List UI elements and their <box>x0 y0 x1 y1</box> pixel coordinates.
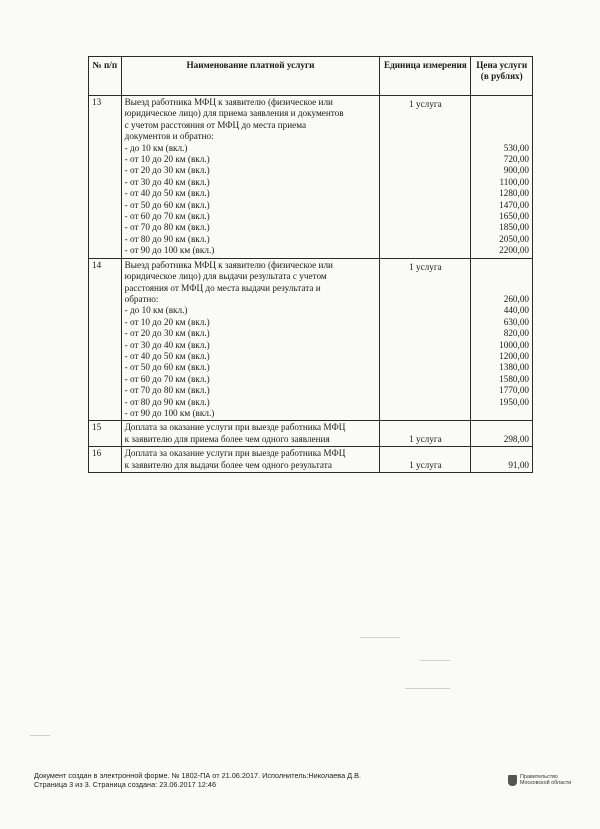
desc-line: с учетом расстояния от МФЦ до места приема <box>124 119 307 130</box>
footer-page-info: Страница 3 из 3. Страница создана: 23.06.2017 12:46 <box>34 780 217 789</box>
row-description <box>121 447 380 473</box>
price-table <box>88 56 533 473</box>
table-row <box>89 447 533 473</box>
row-prices <box>471 258 533 421</box>
desc-line: документов и обратно: <box>124 131 214 142</box>
row-num: 15 <box>89 421 122 447</box>
unit-label: 1 услуга <box>409 459 442 470</box>
document-footer <box>34 771 361 789</box>
unit-label: 1 услуга <box>409 433 442 444</box>
price-value: 820,00 <box>503 328 529 339</box>
price-value: 2200,00 <box>499 245 529 256</box>
price-value: 1470,00 <box>499 199 529 210</box>
range-line: - от 80 до 90 км (вкл.) <box>124 396 210 407</box>
price-value: 1650,00 <box>499 211 529 222</box>
row-num: 13 <box>89 96 122 259</box>
price-value: 1100,00 <box>499 176 529 187</box>
range-line: - от 30 до 40 км (вкл.) <box>124 176 210 187</box>
table-row <box>89 258 533 421</box>
desc-line: к заявителю для выдачи более чем одного результата <box>124 459 332 470</box>
price-value: 1950,00 <box>499 396 529 407</box>
desc-line: юридическое лицо) для приема заявления и документов <box>124 108 344 119</box>
price-value: 91,00 <box>508 459 529 470</box>
footer-document-info: Документ создан в электронной форме. № 1802-ПА от 21.06.2017. Исполнитель:Николаева Д.В. <box>34 771 362 780</box>
range-line: - от 30 до 40 км (вкл.) <box>124 339 210 350</box>
desc-line: обратно: <box>124 293 159 304</box>
scan-artifact <box>360 637 400 638</box>
row-unit <box>380 96 471 259</box>
price-value: 530,00 <box>503 142 529 153</box>
price-value: 298,00 <box>503 433 529 444</box>
table-header-row <box>89 57 533 96</box>
range-line: - от 50 до 60 км (вкл.) <box>124 199 210 210</box>
row-price <box>471 447 533 473</box>
range-line: - от 20 до 30 км (вкл.) <box>124 165 210 176</box>
range-line: - от 10 до 20 км (вкл.) <box>124 154 210 165</box>
table-row <box>89 96 533 259</box>
desc-line: Доплата за оказание услуги при выезде работника МФЦ <box>124 422 346 433</box>
row-description <box>121 96 380 259</box>
row-unit <box>380 258 471 421</box>
price-value: 260,00 <box>503 293 529 304</box>
unit-label: 1 услуга <box>409 99 442 109</box>
logo-line: Правительство <box>520 774 558 780</box>
header-name: Наименование платной услуги <box>121 57 380 96</box>
header-price: Цена услуги (в рублях) <box>471 57 533 96</box>
price-value: 1770,00 <box>499 385 529 396</box>
row-num: 16 <box>89 447 122 473</box>
price-value: 2050,00 <box>499 233 529 244</box>
price-value: 720,00 <box>503 154 529 165</box>
desc-line: Выезд работника МФЦ к заявителю (физическое или <box>124 259 333 270</box>
price-value: 630,00 <box>503 316 529 327</box>
price-value: 1280,00 <box>499 188 529 199</box>
range-line: - от 70 до 80 км (вкл.) <box>124 222 210 233</box>
desc-line: Выезд работника МФЦ к заявителю (физическое или <box>124 97 333 107</box>
government-logo-text <box>520 774 571 786</box>
range-line: - до 10 км (вкл.) <box>124 305 188 316</box>
desc-line: Доплата за оказание услуги при выезде работника МФЦ <box>124 448 346 459</box>
range-line: - от 90 до 100 км (вкл.) <box>124 245 215 256</box>
table-row <box>89 421 533 447</box>
desc-line: к заявителю для приема более чем одного заявления <box>124 433 330 444</box>
range-line: - от 20 до 30 км (вкл.) <box>124 328 210 339</box>
scan-artifact <box>420 660 450 661</box>
range-line: - от 90 до 100 км (вкл.) <box>124 407 215 418</box>
range-line: - от 40 до 50 км (вкл.) <box>124 350 210 361</box>
price-value: 440,00 <box>503 305 529 316</box>
row-description <box>121 421 380 447</box>
range-line: - от 60 до 70 км (вкл.) <box>124 211 210 222</box>
row-unit <box>380 421 471 447</box>
range-line: - от 10 до 20 км (вкл.) <box>124 316 210 327</box>
range-line: - от 40 до 50 км (вкл.) <box>124 188 210 199</box>
range-line: - от 50 до 60 км (вкл.) <box>124 362 210 373</box>
row-price <box>471 421 533 447</box>
row-description <box>121 258 380 421</box>
row-num: 14 <box>89 258 122 421</box>
header-unit: Единица измерения <box>380 57 471 96</box>
coat-of-arms-icon <box>508 775 517 786</box>
range-line: - от 60 до 70 км (вкл.) <box>124 373 210 384</box>
logo-line: Московской области <box>520 780 572 787</box>
desc-line: юридическое лицо) для выдачи результата с учетом <box>124 271 327 282</box>
scan-artifact <box>405 688 450 689</box>
row-prices <box>471 96 533 259</box>
price-value: 1850,00 <box>499 222 529 233</box>
price-value: 1000,00 <box>499 339 529 350</box>
price-value: 1200,00 <box>499 350 529 361</box>
range-line: - от 70 до 80 км (вкл.) <box>124 385 210 396</box>
range-line: - от 80 до 90 км (вкл.) <box>124 233 210 244</box>
price-value: 900,00 <box>503 165 529 176</box>
price-value: 1580,00 <box>499 373 529 384</box>
desc-line: расстояния от МФЦ до места выдачи результата и <box>124 282 321 293</box>
government-logo <box>508 774 571 786</box>
scan-artifact <box>30 735 50 736</box>
price-value: 1380,00 <box>499 362 529 373</box>
row-unit <box>380 447 471 473</box>
header-num: № п/п <box>89 57 122 96</box>
range-line: - до 10 км (вкл.) <box>124 142 188 153</box>
unit-label: 1 услуга <box>409 261 442 272</box>
